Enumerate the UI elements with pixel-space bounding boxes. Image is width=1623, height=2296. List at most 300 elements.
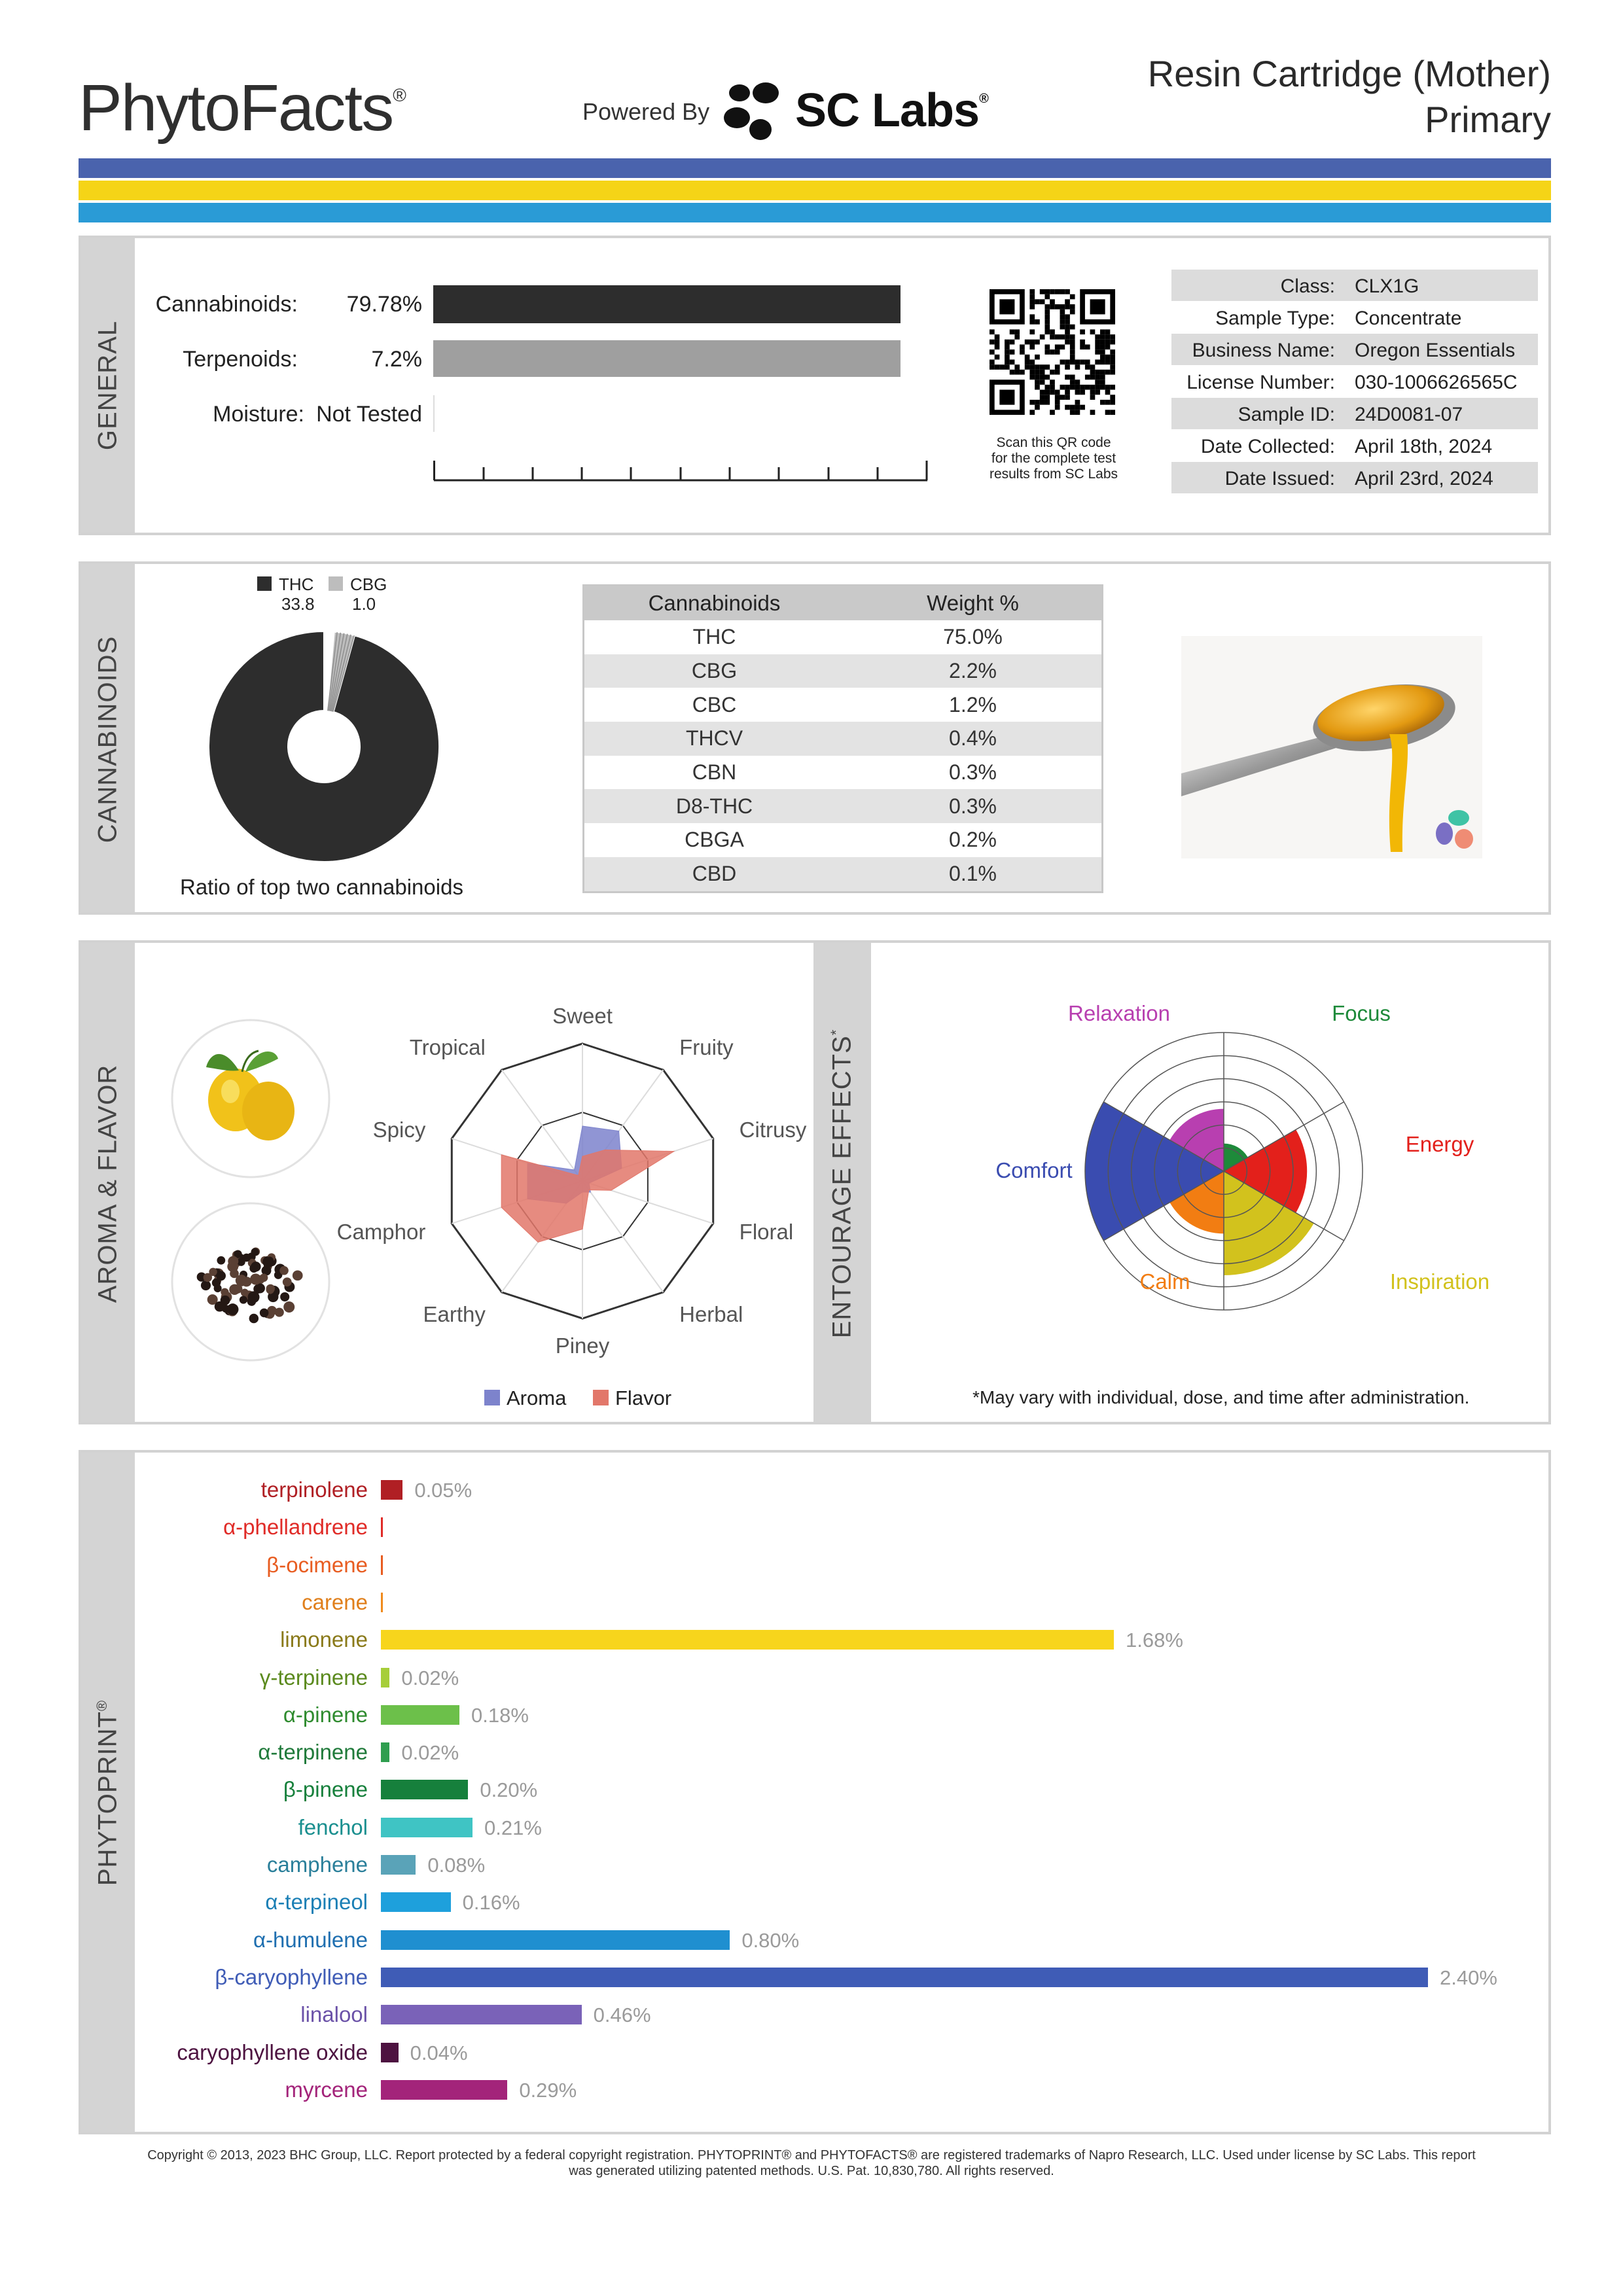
terpene-bar <box>381 2043 399 2062</box>
qr-module <box>1005 360 1010 365</box>
qr-module <box>1065 390 1070 395</box>
qr-module <box>1110 410 1115 415</box>
qr-module <box>1080 385 1085 390</box>
terpene-label: β-caryophyllene <box>215 1964 368 1989</box>
aroma-sidebar <box>81 943 135 1422</box>
qr-module <box>1090 329 1096 334</box>
peppercorn <box>242 1254 251 1262</box>
entourage-sidebar <box>813 943 871 1422</box>
qr-module <box>1095 380 1100 385</box>
logo-text: PhytoFacts <box>79 71 393 145</box>
qr-module <box>1050 289 1055 294</box>
qr-module <box>995 355 1000 360</box>
info-key: Business Name: <box>1192 340 1335 361</box>
info-key: License Number: <box>1186 372 1335 393</box>
info-key: Date Issued: <box>1224 468 1335 489</box>
general-sidebar <box>81 238 135 533</box>
info-key: Sample ID: <box>1238 404 1335 425</box>
qr-module <box>1050 349 1055 355</box>
entourage-label-mark: * <box>828 1029 845 1036</box>
peppercorn <box>227 1261 238 1272</box>
table-cell-weight: 2.2% <box>949 659 997 683</box>
qr-module <box>995 344 1000 349</box>
peppercorn <box>241 1289 249 1297</box>
qr-module <box>995 340 1000 345</box>
qr-module <box>1044 314 1050 319</box>
table-row <box>584 823 1101 857</box>
radar-axis-label: Camphor <box>336 1219 426 1244</box>
info-row-license-number <box>1171 366 1538 397</box>
qr-module <box>1029 364 1035 370</box>
phytoprint-label-mark: ® <box>94 1699 111 1712</box>
qr-caption-line: Scan this QR code <box>996 435 1111 450</box>
qr-module <box>1044 304 1050 309</box>
terpene-bar <box>381 1630 1114 1650</box>
qr-module <box>1040 390 1045 395</box>
peppercorn <box>251 1248 259 1256</box>
qr-module <box>1035 370 1040 375</box>
terpene-label: α-terpinene <box>258 1740 368 1765</box>
qr-module <box>990 364 995 370</box>
qr-module <box>1060 360 1065 365</box>
terpene-label: β-ocimene <box>266 1552 368 1577</box>
qr-module <box>1060 385 1065 390</box>
qr-module <box>1010 370 1015 375</box>
qr-module <box>1010 340 1015 345</box>
qr-module <box>1090 385 1096 390</box>
qr-module <box>1050 334 1055 340</box>
table-cell-weight: 0.3% <box>949 794 997 818</box>
qr-module <box>1050 370 1055 375</box>
qr-module <box>1055 364 1060 370</box>
qr-module <box>1044 294 1050 300</box>
general-section-label: GENERAL <box>93 320 122 451</box>
radar-axis-label: Piney <box>555 1333 610 1358</box>
terpene-value: 0.04% <box>410 2041 468 2064</box>
qr-module <box>1110 364 1115 370</box>
table-cell-weight: 0.2% <box>949 828 997 852</box>
terpenoids-total-label: Terpenoids: <box>183 347 298 372</box>
qr-module <box>1090 395 1096 400</box>
qr-module <box>1080 360 1085 365</box>
qr-module <box>1029 375 1035 380</box>
qr-module <box>1005 355 1010 360</box>
table-row <box>584 722 1101 756</box>
terpene-value: 2.40% <box>1440 1966 1497 1989</box>
general-scale-axis <box>433 458 931 487</box>
cannabinoid-table <box>582 584 1103 893</box>
qr-module <box>1055 304 1060 309</box>
terpene-value: 0.08% <box>427 1854 486 1877</box>
radar-axis-label: Herbal <box>679 1301 743 1326</box>
cannabinoids-section-label: CANNABINOIDS <box>93 635 122 843</box>
wheel-label-comfort: Comfort <box>995 1158 1073 1182</box>
qr-module <box>1044 390 1050 395</box>
peppercorn <box>209 1268 217 1276</box>
qr-code[interactable] <box>990 289 1115 418</box>
qr-module <box>1090 390 1096 395</box>
qr-module <box>1029 289 1035 294</box>
qr-module <box>1025 360 1030 365</box>
info-key: Sample Type: <box>1215 308 1335 329</box>
qr-module <box>1055 400 1060 405</box>
qr-module <box>1044 349 1050 355</box>
qr-module <box>1044 309 1050 315</box>
qr-module <box>1029 370 1035 375</box>
cannabinoids-total-label: Cannabinoids: <box>155 292 298 317</box>
qr-module <box>1110 340 1115 345</box>
qr-module <box>1020 349 1025 355</box>
qr-module <box>1100 385 1105 390</box>
terpene-label: α-humulene <box>253 1927 368 1952</box>
qr-module <box>1050 385 1055 390</box>
qr-module <box>1100 340 1105 345</box>
terpene-label: α-terpineol <box>265 1890 368 1915</box>
qr-module <box>1029 319 1035 325</box>
qr-module <box>1065 314 1070 319</box>
terpene-value: 0.16% <box>462 1891 520 1915</box>
qr-module <box>1040 370 1045 375</box>
qr-module <box>1090 375 1096 380</box>
qr-finder <box>999 299 1014 314</box>
radar-axis-label: Tropical <box>409 1035 486 1060</box>
terpene-label: α-phellandrene <box>223 1515 368 1540</box>
peppercorn <box>293 1270 303 1280</box>
product-type: Primary <box>1425 99 1551 140</box>
moisture-bar <box>433 395 435 432</box>
lab-trademark: ® <box>979 92 988 106</box>
terpenoids-total-bar <box>433 340 901 377</box>
terpene-bar <box>381 1705 459 1725</box>
qr-module <box>1044 385 1050 390</box>
qr-module <box>1100 349 1105 355</box>
qr-module <box>1040 375 1045 380</box>
qr-module <box>1070 334 1075 340</box>
qr-module <box>1110 400 1115 405</box>
phytofacts-logo <box>79 71 406 146</box>
sc-labs-logo-icon <box>720 79 785 147</box>
terpene-label: linalool <box>300 2002 368 2027</box>
terpene-label: camphene <box>266 1852 368 1877</box>
table-cell-weight: 75.0% <box>943 625 1003 649</box>
cannabinoid-ratio-donut-chart <box>205 628 442 868</box>
qr-module <box>1085 385 1090 390</box>
peppercorn <box>255 1283 265 1293</box>
qr-module <box>1044 364 1050 370</box>
qr-module <box>1029 340 1035 345</box>
qr-module <box>1044 289 1050 294</box>
qr-module <box>1035 355 1040 360</box>
phytoprint-sidebar <box>81 1453 135 2132</box>
qr-module <box>1105 329 1111 334</box>
qr-module <box>1070 294 1075 300</box>
terpene-value: 0.46% <box>593 2004 651 2027</box>
radar-spoke <box>582 1181 663 1292</box>
table-cell-weight: 0.3% <box>949 760 997 785</box>
legend-value-cbg: 1.0 <box>352 594 376 614</box>
qr-module <box>1105 340 1111 345</box>
qr-module <box>1005 364 1010 370</box>
info-row-sample-id <box>1171 398 1538 429</box>
qr-module <box>1075 364 1080 370</box>
qr-module <box>1070 360 1075 365</box>
qr-module <box>1029 360 1035 365</box>
qr-module <box>1010 329 1015 334</box>
qr-module <box>990 360 995 365</box>
qr-module <box>1060 319 1065 325</box>
info-value: 24D0081-07 <box>1355 404 1463 425</box>
peppercorn <box>229 1284 240 1295</box>
qr-module <box>1095 360 1100 365</box>
table-cell-name: THC <box>692 625 736 649</box>
terpene-bar <box>381 2005 582 2024</box>
qr-module <box>1035 299 1040 304</box>
qr-module <box>1050 304 1055 309</box>
terpene-value: 0.20% <box>480 1778 538 1802</box>
legend-label-thc: THC <box>279 574 314 594</box>
peppercorn <box>249 1314 259 1324</box>
black-pepper-image <box>170 1201 331 1366</box>
terpene-value: 0.02% <box>401 1666 459 1689</box>
terpene-value: 0.05% <box>414 1479 473 1502</box>
terpene-bar <box>381 1742 389 1762</box>
terpene-bar <box>381 1480 402 1500</box>
qr-module <box>1060 395 1065 400</box>
qr-module <box>1105 400 1111 405</box>
qr-module <box>1090 370 1096 375</box>
peppercorn <box>266 1256 274 1264</box>
qr-module <box>1055 289 1060 294</box>
table-row <box>584 789 1101 823</box>
qr-module <box>1105 355 1111 360</box>
qr-module <box>1065 340 1070 345</box>
qr-module <box>1075 410 1080 415</box>
table-row <box>584 857 1101 891</box>
qr-module <box>1100 380 1105 385</box>
qr-module <box>1070 304 1075 309</box>
lemon-image <box>170 1018 331 1182</box>
qr-module <box>1050 410 1055 415</box>
terpene-label: terpinolene <box>260 1477 368 1502</box>
qr-module <box>1095 340 1100 345</box>
qr-module <box>1014 370 1020 375</box>
qr-module <box>1105 334 1111 340</box>
qr-module <box>1044 344 1050 349</box>
peppercorn <box>283 1277 292 1286</box>
radar-axis-label: Floral <box>739 1219 794 1244</box>
qr-module <box>1090 410 1096 415</box>
qr-module <box>1070 385 1075 390</box>
qr-module <box>1014 364 1020 370</box>
terpene-bar <box>381 1780 468 1799</box>
table-cell-weight: 0.4% <box>949 726 997 751</box>
peppercorn <box>266 1286 275 1294</box>
concentrate-spoon-image <box>1181 636 1482 862</box>
qr-module <box>1065 395 1070 400</box>
logo-trademark: ® <box>393 85 406 105</box>
qr-module <box>1070 410 1075 415</box>
peppercorn <box>279 1266 289 1275</box>
peppercorn <box>216 1271 226 1281</box>
qr-module <box>1040 364 1045 370</box>
terpene-bar <box>381 2080 507 2100</box>
product-name: Resin Cartridge (Mother) <box>1147 53 1551 94</box>
qr-module <box>1105 410 1111 415</box>
terpene-label: caryophyllene oxide <box>177 2040 368 2064</box>
radar-axis-label: Fruity <box>679 1035 734 1060</box>
legend-label-aroma: Aroma <box>507 1386 567 1409</box>
aroma-flavor-radar-chart <box>336 988 812 1371</box>
qr-module <box>1110 349 1115 355</box>
qr-module <box>1035 400 1040 405</box>
legend-swatch-aroma <box>484 1390 500 1405</box>
peppercorn <box>227 1303 239 1315</box>
peppercorn <box>250 1273 261 1284</box>
terpene-label: limonene <box>280 1627 368 1652</box>
qr-module <box>1075 380 1080 385</box>
qr-module <box>1095 385 1100 390</box>
qr-module <box>1040 334 1045 340</box>
qr-module <box>1029 410 1035 415</box>
qr-caption-line: results from SC Labs <box>989 467 1118 482</box>
qr-module <box>1005 344 1010 349</box>
entourage-section-label <box>828 1029 857 1339</box>
qr-module <box>1100 334 1105 340</box>
qr-module <box>1085 375 1090 380</box>
header-stripe-lightblue <box>79 203 1551 222</box>
qr-module <box>1029 314 1035 319</box>
peppercorn <box>267 1306 277 1316</box>
qr-module <box>1035 364 1040 370</box>
qr-module <box>1075 390 1080 395</box>
qr-module <box>1100 400 1105 405</box>
qr-module <box>1040 380 1045 385</box>
qr-module <box>1050 329 1055 334</box>
info-value: CLX1G <box>1355 275 1419 297</box>
info-value: 030-1006626565C <box>1355 372 1518 393</box>
table-cell-weight: 0.1% <box>949 862 997 886</box>
table-cell-name: CBGA <box>685 828 744 852</box>
lab-name: SC Labs <box>795 84 980 137</box>
info-row-date-collected <box>1171 430 1538 461</box>
table-cell-name: CBC <box>692 692 737 716</box>
qr-module <box>1070 355 1075 360</box>
legend-label-cbg: CBG <box>350 574 387 594</box>
legend-value-thc: 33.8 <box>281 594 315 614</box>
qr-module <box>995 364 1000 370</box>
terpene-bar <box>381 1593 383 1612</box>
qr-module <box>1110 395 1115 400</box>
entourage-disclaimer: *May vary with individual, dose, and time after administration. <box>972 1387 1470 1407</box>
terpene-label: β-pinene <box>283 1777 368 1802</box>
terpene-value: 0.21% <box>484 1816 542 1839</box>
qr-module <box>1070 340 1075 345</box>
qr-module <box>1070 375 1075 380</box>
entourage-effects-wheel-chart <box>969 1001 1490 1345</box>
radar-axis-label: Spicy <box>372 1118 426 1142</box>
info-row-sample-type <box>1171 302 1538 333</box>
donut-slice-thc <box>209 631 439 862</box>
qr-module <box>1095 390 1100 395</box>
terpene-bar <box>381 1517 383 1537</box>
qr-module <box>1055 370 1060 375</box>
qr-module <box>1040 299 1045 304</box>
peppercorn <box>236 1275 247 1286</box>
qr-module <box>1110 334 1115 340</box>
terpene-bar <box>381 1968 1428 1987</box>
qr-module <box>1014 329 1020 334</box>
ratio-caption: Ratio of top two cannabinoids <box>180 875 463 899</box>
terpene-value: 0.29% <box>519 2078 577 2102</box>
qr-module <box>1060 344 1065 349</box>
qr-module <box>1080 340 1085 345</box>
table-row <box>584 620 1101 654</box>
qr-module <box>1065 329 1070 334</box>
qr-module <box>1075 385 1080 390</box>
qr-module <box>1075 400 1080 405</box>
qr-module <box>1100 329 1105 334</box>
qr-module <box>1035 319 1040 325</box>
sc-labs-wordmark <box>795 84 988 137</box>
qr-module <box>1055 344 1060 349</box>
qr-module <box>1035 375 1040 380</box>
qr-module <box>1014 334 1020 340</box>
radar-axis-label: Citrusy <box>739 1118 807 1142</box>
table-cell-weight: 1.2% <box>949 692 997 716</box>
qr-module <box>1065 304 1070 309</box>
peppercorn <box>201 1280 211 1290</box>
qr-module <box>1060 304 1065 309</box>
copyright-line: Copyright © 2013, 2023 BHC Group, LLC. Report protected by a federal copyright registration. PHYTOPRINT® and PHYTOFACTS® are registered trademarks of Napro Research, LLC. Used under license by SC Labs. This report <box>147 2148 1476 2163</box>
terpene-label: myrcene <box>285 2077 368 2102</box>
qr-module <box>1100 355 1105 360</box>
info-value: Concentrate <box>1355 308 1462 329</box>
table-cell-name: THCV <box>685 726 743 751</box>
terpene-value: 1.68% <box>1126 1629 1183 1652</box>
qr-module <box>990 340 995 345</box>
qr-module <box>1055 390 1060 395</box>
qr-module <box>1035 340 1040 345</box>
qr-module <box>1050 299 1055 304</box>
qr-module <box>1080 390 1085 395</box>
legend-swatch-flavor <box>593 1390 609 1405</box>
wheel-label-calm: Calm <box>1139 1269 1190 1294</box>
info-value: April 18th, 2024 <box>1355 436 1493 457</box>
qr-module <box>1044 325 1050 330</box>
qr-module <box>1095 349 1100 355</box>
peppercorn <box>283 1301 294 1313</box>
qr-module <box>1110 370 1115 375</box>
qr-caption <box>949 435 1158 482</box>
qr-module <box>1085 344 1090 349</box>
peppercorn <box>217 1256 225 1265</box>
qr-module <box>1025 364 1030 370</box>
qr-module <box>1075 360 1080 365</box>
qr-module <box>1095 370 1100 375</box>
qr-module <box>1029 344 1035 349</box>
qr-module <box>1105 370 1111 375</box>
qr-module <box>1065 319 1070 325</box>
info-key: Date Collected: <box>1200 436 1335 457</box>
qr-module <box>1085 364 1090 370</box>
header-stripe-blue <box>79 158 1551 178</box>
table-header-cannabinoids: Cannabinoids <box>648 591 781 615</box>
terpenoids-total-value: 7.2% <box>371 347 422 372</box>
info-value: April 23rd, 2024 <box>1355 468 1493 489</box>
qr-module <box>1105 390 1111 395</box>
qr-module <box>1055 405 1060 410</box>
qr-module <box>1110 385 1115 390</box>
